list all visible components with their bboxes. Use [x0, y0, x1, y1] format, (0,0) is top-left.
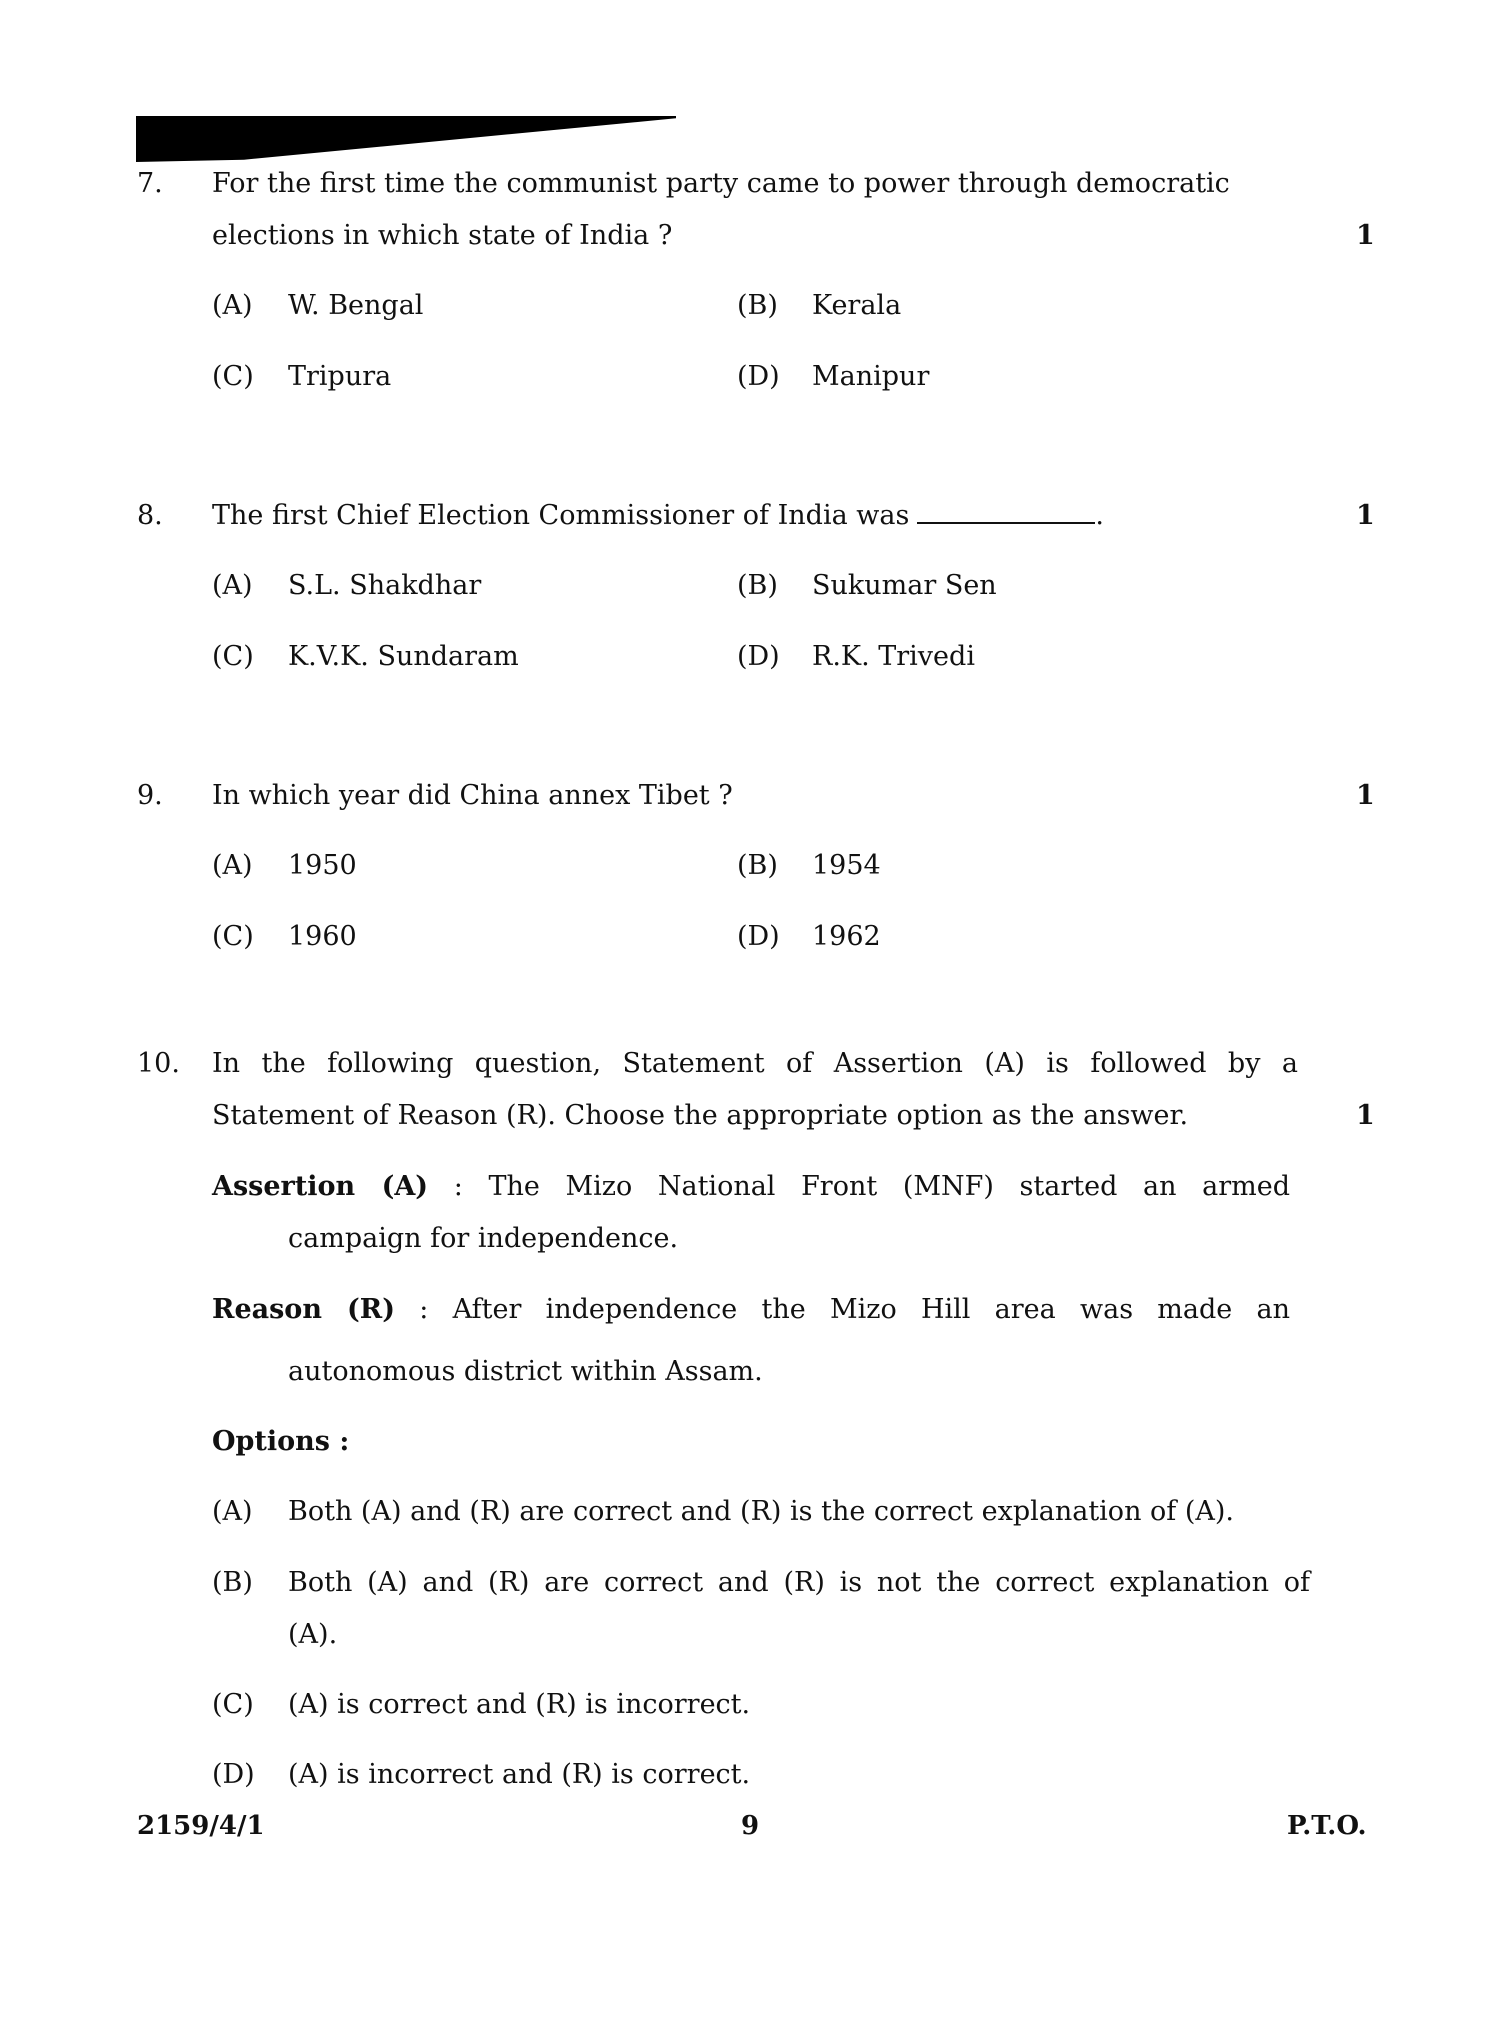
- option-text: Manipur: [812, 361, 930, 392]
- option-label: (D): [737, 921, 780, 952]
- option-label: (A): [212, 850, 253, 881]
- option-label: (A): [212, 290, 253, 321]
- reason-text: After independence the Mizo Hill area was made an: [452, 1294, 1291, 1325]
- option-text: 1950: [288, 850, 357, 881]
- question-text: The first Chief Election Commissioner of India was: [212, 500, 910, 531]
- option-label: (C): [212, 1689, 254, 1720]
- option-text-continuation: (A).: [288, 1619, 338, 1650]
- assertion-label: Assertion (A): [212, 1171, 429, 1202]
- option-label: (C): [212, 361, 254, 392]
- option-text: Sukumar Sen: [812, 570, 997, 601]
- question-text-line: Statement of Reason (R). Choose the appropriate option as the answer.: [212, 1100, 1189, 1131]
- option-label: (B): [737, 850, 778, 881]
- option-text: (A) is incorrect and (R) is correct.: [288, 1759, 751, 1790]
- option-text: (A) is correct and (R) is incorrect.: [288, 1689, 751, 1720]
- reason-label: Reason (R): [212, 1294, 395, 1325]
- blank-suffix: .: [1095, 500, 1104, 531]
- question-number: 9.: [137, 780, 163, 811]
- redaction-bar: [136, 116, 676, 162]
- separator: :: [395, 1294, 453, 1325]
- option-label: (B): [737, 290, 778, 321]
- option-text: Tripura: [288, 361, 392, 392]
- option-text: Kerala: [812, 290, 902, 321]
- option-label: (D): [212, 1759, 255, 1790]
- option-label: (B): [737, 570, 778, 601]
- question-text-line: In the following question, Statement of Assertion (A) is followed by a: [212, 1048, 1298, 1079]
- assertion-text: The Mizo National Front (MNF) started an armed: [488, 1171, 1290, 1202]
- assertion-continuation: campaign for independence.: [288, 1223, 679, 1254]
- option-label: (C): [212, 921, 254, 952]
- fill-in-blank: [917, 521, 1095, 524]
- option-text: K.V.K. Sundaram: [288, 641, 519, 672]
- option-text: 1962: [812, 921, 881, 952]
- option-text: Both (A) and (R) are correct and (R) is not the correct explanation of: [288, 1567, 1310, 1598]
- paper-code: 2159/4/1: [137, 1811, 265, 1841]
- pto-label: P.T.O.: [1287, 1811, 1367, 1841]
- option-text: W. Bengal: [288, 290, 424, 321]
- option-label: (A): [212, 1496, 253, 1527]
- separator: :: [428, 1171, 489, 1202]
- question-number: 8.: [137, 500, 163, 531]
- question-text-line: For the first time the communist party came to power through democratic: [212, 168, 1230, 199]
- question-text-line: [212, 502, 1104, 529]
- option-label: (D): [737, 361, 780, 392]
- question-number: 7.: [137, 168, 163, 199]
- page-number: 9: [741, 1811, 760, 1841]
- option-label: (A): [212, 570, 253, 601]
- option-label: (D): [737, 641, 780, 672]
- question-number: 10.: [137, 1048, 180, 1079]
- question-text-line: elections in which state of India ?: [212, 220, 673, 251]
- marks: 1: [1356, 780, 1375, 811]
- option-label: (C): [212, 641, 254, 672]
- reason-line: [212, 1296, 1290, 1323]
- option-text: 1954: [812, 850, 881, 881]
- option-text: S.L. Shakdhar: [288, 570, 482, 601]
- question-text-line: In which year did China annex Tibet ?: [212, 780, 733, 811]
- assertion-line: [212, 1173, 1290, 1200]
- options-heading: Options :: [212, 1426, 350, 1457]
- marks: 1: [1356, 1100, 1375, 1131]
- reason-continuation: autonomous district within Assam.: [288, 1356, 763, 1387]
- marks: 1: [1356, 220, 1375, 251]
- option-text: R.K. Trivedi: [812, 641, 975, 672]
- marks: 1: [1356, 500, 1375, 531]
- option-text: Both (A) and (R) are correct and (R) is the correct explanation of (A).: [288, 1496, 1235, 1527]
- option-text: 1960: [288, 921, 357, 952]
- option-label: (B): [212, 1567, 253, 1598]
